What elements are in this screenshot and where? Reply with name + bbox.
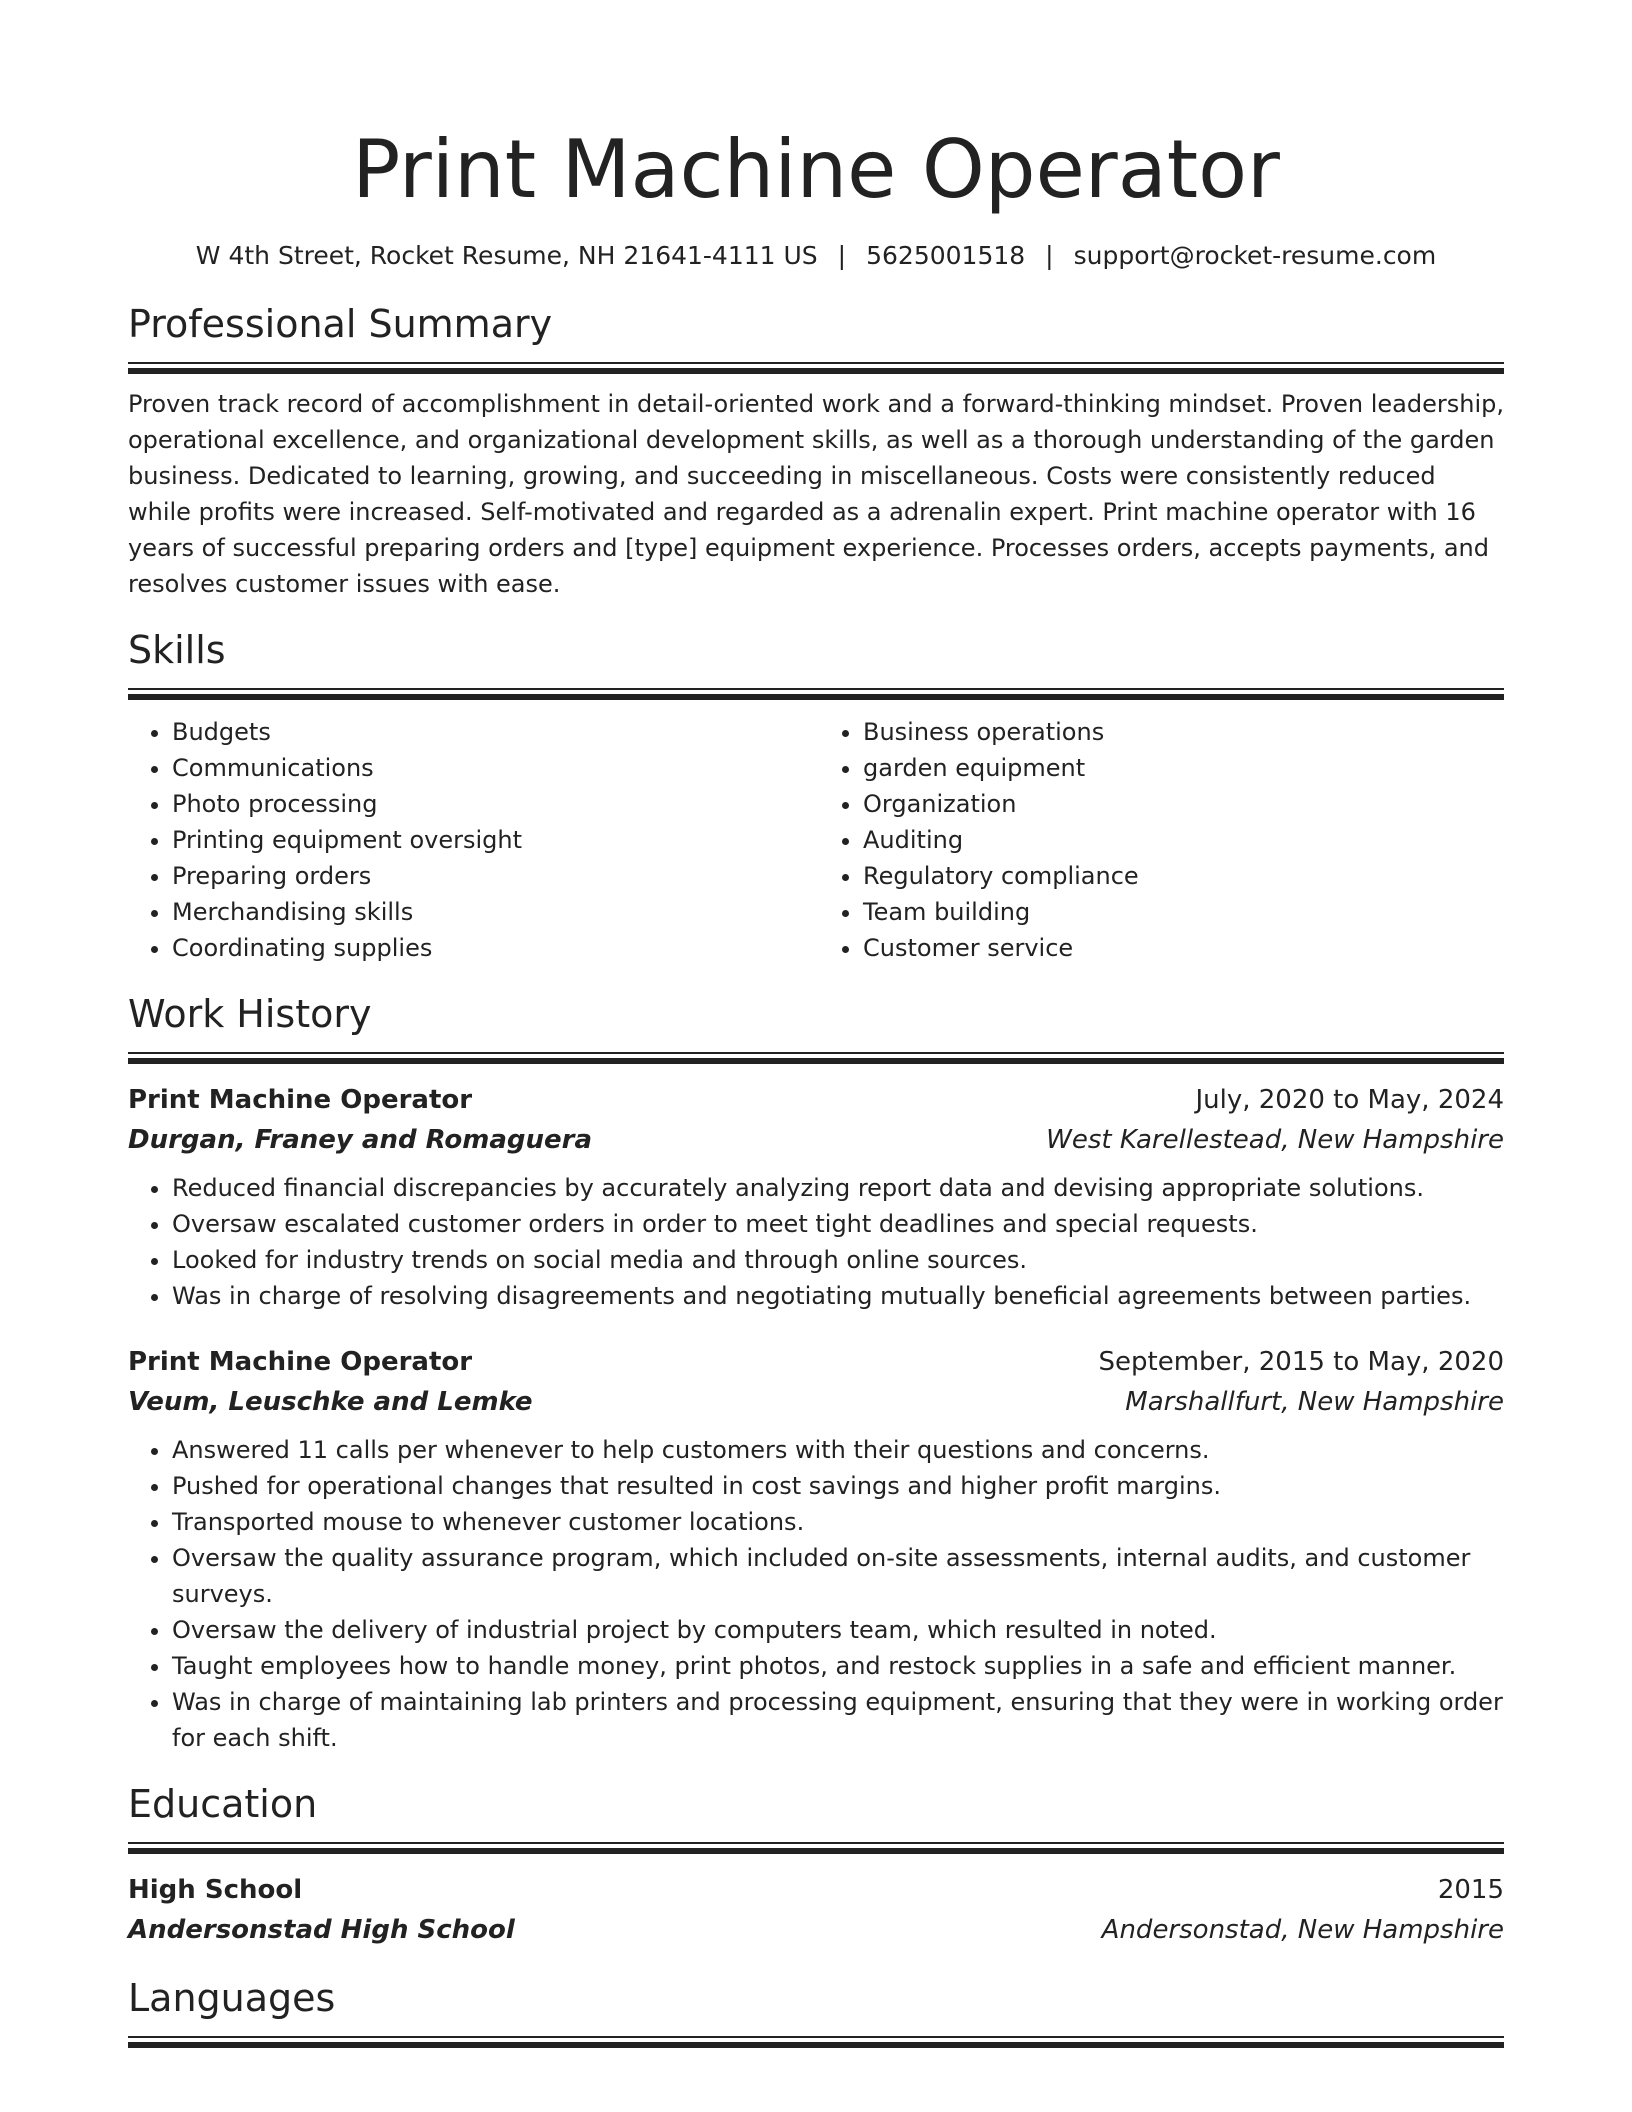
section-heading-skills: Skills: [128, 628, 226, 672]
job-bullet: • Oversaw the quality assurance program, which included on-site assessments, internal audits, and customer surveys.: [172, 1540, 1504, 1612]
work-history-section: [128, 986, 1504, 1756]
job-bullet: • Oversaw the delivery of industrial project by computers team, which resulted in noted.: [172, 1612, 1504, 1648]
job-bullets: [128, 1432, 1504, 1756]
education-year: 2015: [1437, 1875, 1504, 1905]
job-bullet: • Was in charge of maintaining lab printers and processing equipment, ensuring that they were in working order for each shift.: [172, 1684, 1504, 1756]
skill-item: • garden equipment: [863, 750, 1504, 786]
skills-columns: [128, 714, 1504, 966]
summary-section: [128, 296, 1504, 602]
languages-section: [128, 1970, 1504, 2048]
education-entry: [128, 1870, 1504, 1950]
section-divider: [128, 688, 1504, 700]
job-entry: [128, 1342, 1504, 1756]
section-divider: [128, 2036, 1504, 2048]
job-bullet: • Reduced financial discrepancies by accurately analyzing report data and devising appropriate solutions.: [172, 1170, 1504, 1206]
job-bullet: • Transported mouse to whenever customer locations.: [172, 1504, 1504, 1540]
skill-item: • Team building: [863, 894, 1504, 930]
job-bullet: • Was in charge of resolving disagreements and negotiating mutually beneficial agreements between parties.: [172, 1278, 1504, 1314]
skills-list-left: [128, 714, 813, 966]
job-company: Durgan, Franey and Romaguera: [128, 1125, 592, 1155]
contact-email: support@rocket-resume.com: [1073, 241, 1437, 270]
skill-item: • Printing equipment oversight: [172, 822, 813, 858]
education-section: [128, 1776, 1504, 1950]
skills-list-right: [813, 714, 1504, 966]
contact-separator: |: [1045, 241, 1054, 270]
job-title: Print Machine Operator: [128, 1347, 473, 1377]
section-heading-education: Education: [128, 1782, 318, 1826]
job-bullet: • Taught employees how to handle money, print photos, and restock supplies in a safe and efficient manner.: [172, 1648, 1504, 1684]
job-dates: September, 2015 to May, 2020: [1098, 1347, 1504, 1377]
contact-line: [128, 236, 1504, 276]
job-bullet: • Oversaw escalated customer orders in order to meet tight deadlines and special requests.: [172, 1206, 1504, 1242]
education-location: Andersonstad, New Hampshire: [1101, 1915, 1504, 1945]
skill-item: • Preparing orders: [172, 858, 813, 894]
skill-item: • Regulatory compliance: [863, 858, 1504, 894]
skill-item: • Photo processing: [172, 786, 813, 822]
job-bullet: • Looked for industry trends on social media and through online sources.: [172, 1242, 1504, 1278]
skill-item: • Merchandising skills: [172, 894, 813, 930]
job-dates: July, 2020 to May, 2024: [1195, 1085, 1504, 1115]
job-bullet: • Answered 11 calls per whenever to help customers with their questions and concerns.: [172, 1432, 1504, 1468]
skill-item: • Business operations: [863, 714, 1504, 750]
skill-item: • Organization: [863, 786, 1504, 822]
contact-separator: |: [837, 241, 847, 270]
education-school: Andersonstad High School: [128, 1915, 515, 1945]
skill-item: • Budgets: [172, 714, 813, 750]
skill-item: • Communications: [172, 750, 813, 786]
contact-address: W 4th Street, Rocket Resume, NH 21641-4111 US: [195, 241, 818, 270]
skills-section: [128, 622, 1504, 966]
skill-item: • Customer service: [863, 930, 1504, 966]
education-degree: High School: [128, 1875, 303, 1905]
job-location: Marshallfurt, New Hampshire: [1125, 1387, 1504, 1417]
job-bullet: • Pushed for operational changes that resulted in cost savings and higher profit margins.: [172, 1468, 1504, 1504]
resume-page: [128, 120, 1504, 2048]
section-heading-work-history: Work History: [128, 992, 372, 1036]
job-bullets: [128, 1170, 1504, 1314]
section-divider: [128, 1842, 1504, 1854]
skill-item: • Auditing: [863, 822, 1504, 858]
section-heading-summary: Professional Summary: [128, 302, 553, 346]
section-heading-languages: Languages: [128, 1976, 336, 2020]
job-company: Veum, Leuschke and Lemke: [128, 1387, 533, 1417]
contact-phone: 5625001518: [866, 241, 1026, 270]
job-location: West Karellestead, New Hampshire: [1046, 1125, 1504, 1155]
resume-title: Print Machine Operator: [352, 123, 1280, 216]
job-entry: [128, 1080, 1504, 1314]
section-divider: [128, 1052, 1504, 1064]
summary-text: Proven track record of accomplishment in detail-oriented work and a forward-thinking mindset. Proven leadership, operational excellence, and organizational development skills, as well as a thorough understanding of the garden business. Dedicated to learning, growing, and succeeding in miscellaneous. Costs were consistently reduced while profits were increased. Self-motivated and regarded as a adrenalin expert. Print machine operator with 16 years of successful preparing orders and [type] equipment experience. Processes orders, accepts payments, and resolves customer issues with ease.: [128, 390, 1504, 598]
skill-item: • Coordinating supplies: [172, 930, 813, 966]
job-title: Print Machine Operator: [128, 1085, 473, 1115]
section-divider: [128, 362, 1504, 374]
